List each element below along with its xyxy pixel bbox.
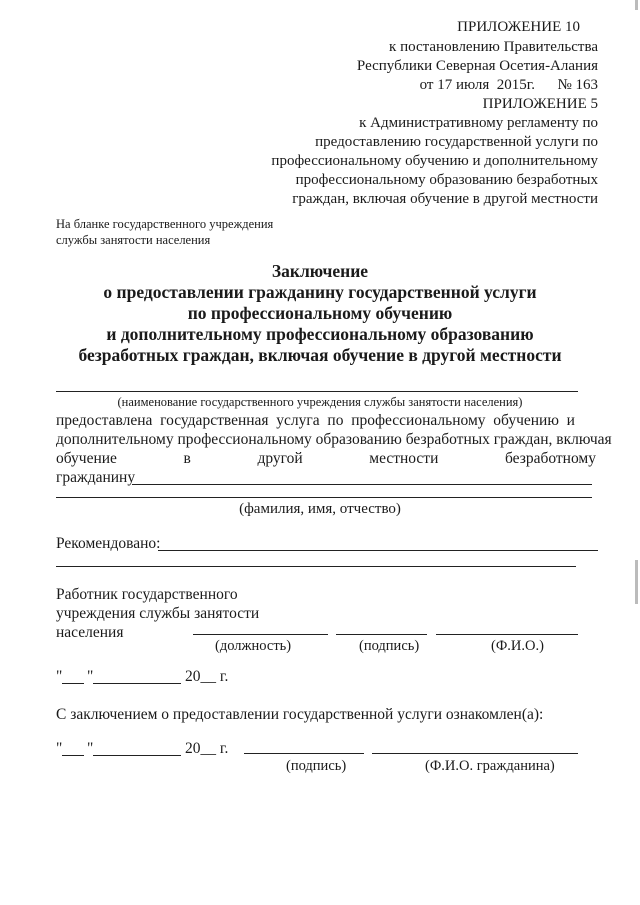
header-date-number-line: от 17 июля 2015г. № 163 <box>419 77 598 93</box>
title-line-3: по профессиональному обучению <box>187 303 453 323</box>
header-appendix-5: ПРИЛОЖЕНИЕ 5 <box>482 96 598 112</box>
name-field-line[interactable] <box>436 634 578 635</box>
body-word: обучение <box>56 450 117 467</box>
institution-name-caption: (наименование государственного учреждения службы занятости населения) <box>117 395 523 409</box>
ack-date-month-field-line[interactable] <box>93 755 181 756</box>
ack-citizen-name-caption: (Ф.И.О. гражданина) <box>425 758 555 774</box>
position-caption: (должность) <box>215 638 292 654</box>
body-word: другой <box>257 450 303 467</box>
body-line-4: гражданину <box>56 469 136 486</box>
date-year-text: 20__ г. <box>185 668 229 685</box>
blank-note-line-2: службы занятости населения <box>56 233 211 247</box>
document-title: Заключение <box>271 261 369 281</box>
recommended-label: Рекомендовано: <box>56 535 161 552</box>
title-line-5: безработных граждан, включая обучение в другой местности <box>78 345 562 365</box>
date-quote-open: " <box>56 668 63 685</box>
citizen-name-field-line-1[interactable] <box>132 484 592 485</box>
header-regulation-line-1: к Административному регламенту по <box>359 115 598 131</box>
scan-edge-mark <box>635 560 638 604</box>
body-word: безработному <box>504 450 596 467</box>
ack-date-quote-open: " <box>56 740 63 757</box>
ack-citizen-name-field-line[interactable] <box>372 753 578 754</box>
name-caption: (Ф.И.О.) <box>491 638 544 654</box>
body-line-3 <box>56 449 596 468</box>
scan-edge-mark <box>635 0 638 10</box>
blank-note-line-1: На бланке государственного учреждения <box>56 217 274 231</box>
date-month-field-line[interactable] <box>93 683 181 684</box>
header-resolution-line: к постановлению Правительства <box>389 39 598 55</box>
body-line-2: дополнительному профессиональному образованию безработных граждан, включая <box>56 431 612 448</box>
body-word: в <box>183 450 191 467</box>
position-field-line[interactable] <box>193 634 328 635</box>
worker-label-line-1: Работник государственного <box>56 586 238 603</box>
ack-signature-field-line[interactable] <box>244 753 364 754</box>
recommended-field-line-2[interactable] <box>56 566 576 567</box>
signature-field-line[interactable] <box>336 634 427 635</box>
title-line-4: и дополнительному профессиональному образованию <box>106 324 534 344</box>
header-regulation-line-2: предоставлению государственной услуги по <box>315 134 598 150</box>
body-word: местности <box>369 450 439 467</box>
ack-date-year-text: 20__ г. <box>185 740 229 757</box>
fio-caption: (фамилия, имя, отчество) <box>239 501 401 517</box>
header-regulation-line-4: профессиональному образованию безработных <box>295 172 598 188</box>
acknowledgement-text: С заключением о предоставлении государственной услуги ознакомлен(а): <box>56 706 544 723</box>
header-republic-line: Республики Северная Осетия-Алания <box>356 58 598 74</box>
worker-label-line-3: населения <box>56 624 124 641</box>
body-line-1: предоставлена государственная услуга по профессиональному обучению и <box>56 412 575 429</box>
ack-date-quote-close: " <box>87 740 94 757</box>
citizen-name-field-line-2[interactable] <box>56 497 592 498</box>
date-day-field-line[interactable] <box>62 683 84 684</box>
title-line-2: о предоставлении гражданину государственной услуги <box>103 282 537 302</box>
date-quote-close: " <box>87 668 94 685</box>
worker-label-line-2: учреждения службы занятости <box>56 605 260 622</box>
signature-caption: (подпись) <box>359 638 420 654</box>
header-regulation-line-3: профессиональному обучению и дополнительному <box>271 153 598 169</box>
header-regulation-line-5: граждан, включая обучение в другой местности <box>292 191 598 207</box>
recommended-field-line-1[interactable] <box>158 550 598 551</box>
ack-signature-caption: (подпись) <box>286 758 347 774</box>
ack-date-day-field-line[interactable] <box>62 755 84 756</box>
header-appendix-10: ПРИЛОЖЕНИЕ 10 <box>457 19 580 35</box>
institution-name-field-line[interactable] <box>56 391 578 392</box>
